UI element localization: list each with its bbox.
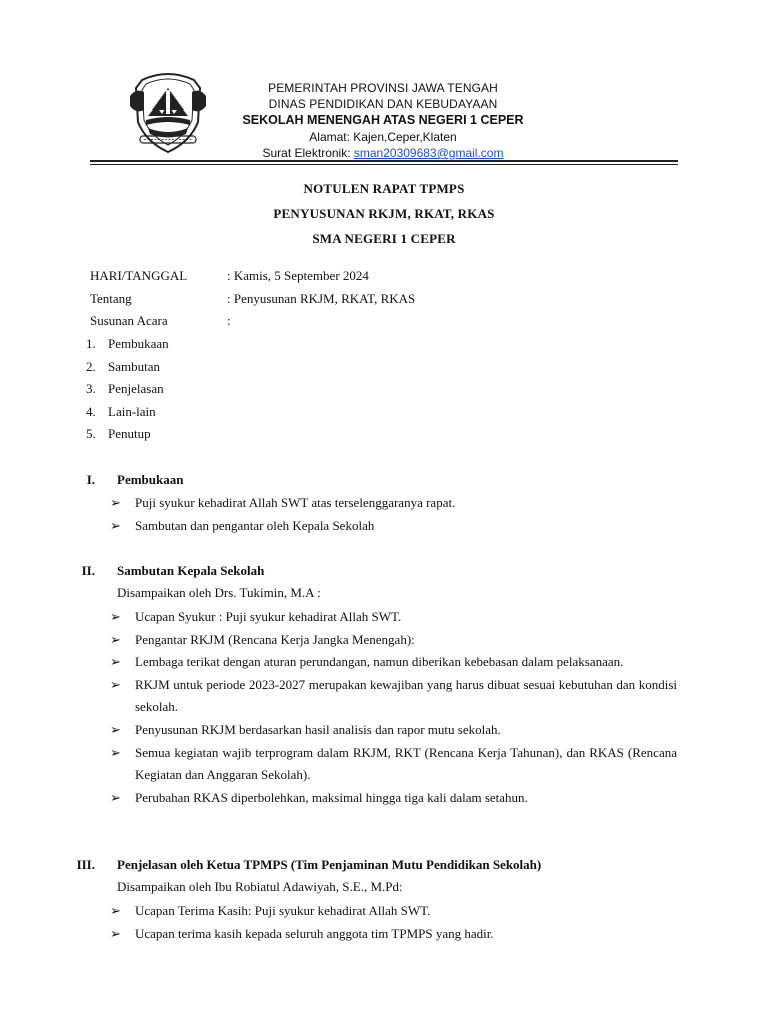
info-row: [90, 266, 415, 289]
section-number: II.: [81, 563, 95, 578]
bullet-text: Puji syukur kehadirat Allah SWT atas terselenggaranya rapat.: [135, 495, 456, 510]
title-line-3: SMA NEGERI 1 CEPER: [312, 231, 456, 246]
bullet-text: Lembaga terikat dengan aturan perundangan, namun diberikan kebebasan dalam pelaksanaan.: [135, 654, 624, 670]
list-number: 1.: [86, 336, 96, 351]
section-intro: Disampaikan oleh Ibu Robiatul Adawiyah, S.E., M.Pd:: [117, 879, 403, 894]
section-heading: [0, 561, 768, 583]
arrow-bullet-icon: ➢: [110, 654, 121, 670]
list-item: [86, 379, 169, 402]
list-number: 4.: [86, 403, 96, 419]
bullet-item: [110, 787, 677, 810]
arrow-bullet-icon: ➢: [110, 789, 121, 805]
email-link[interactable]: sman20309683@gmail.com: [353, 146, 504, 160]
list-text: Penutup: [108, 426, 151, 442]
letterhead-department: DINAS PENDIDIKAN DAN KEBUDAYAAN: [268, 97, 498, 111]
section-intro: Disampaikan oleh Drs. Tukimin, M.A :: [117, 585, 321, 600]
bullet-item: [110, 719, 677, 742]
arrow-bullet-icon: ➢: [110, 676, 121, 692]
bullet-text: Ucapan terima kasih kepada seluruh anggota tim TPMPS yang hadir.: [135, 925, 494, 941]
letterhead-email-label: Surat Elektronik:: [262, 146, 354, 160]
section-number: I.: [86, 472, 95, 487]
arrow-bullet-icon: ➢: [110, 631, 121, 647]
letterhead-divider-thin: [90, 164, 678, 165]
section-title: Penjelasan oleh Ketua TPMPS (Tim Penjaminan Mutu Pendidikan Sekolah): [117, 857, 542, 872]
section-sambutan: [0, 561, 768, 809]
arrow-bullet-icon: ➢: [110, 721, 121, 737]
arrow-bullet-icon: ➢: [110, 495, 121, 510]
arrow-bullet-icon: ➢: [110, 925, 121, 941]
section-title: Pembukaan: [117, 472, 184, 487]
arrow-bullet-icon: ➢: [110, 744, 121, 760]
section-heading: [0, 470, 768, 492]
bullet-item: [110, 515, 677, 538]
bullet-item: [110, 674, 677, 719]
list-item: [86, 357, 169, 380]
bullet-text: RKJM untuk periode 2023-2027 merupakan kewajiban yang harus dibuat sesuai kebutuhan dan kondisi sekolah.: [135, 676, 677, 715]
info-value: : Penyusunan RKJM, RKAT, RKAS: [227, 290, 416, 306]
section-title: Sambutan Kepala Sekolah: [117, 563, 265, 578]
info-row: [90, 289, 415, 312]
info-row: [90, 311, 415, 334]
list-item: [86, 334, 169, 357]
list-text: Lain-lain: [108, 403, 156, 419]
info-label: HARI/TANGGAL: [90, 268, 188, 283]
bullet-item: [110, 742, 677, 787]
bullet-text: Penyusunan RKJM berdasarkan hasil analisis dan rapor mutu sekolah.: [135, 721, 501, 737]
section-pembukaan: [0, 470, 768, 537]
list-number: 5.: [86, 426, 96, 442]
letterhead-divider-thick: [90, 160, 678, 162]
bullet-item: [110, 606, 677, 629]
info-label: Susunan Acara: [90, 313, 168, 328]
list-text: Penjelasan: [108, 381, 164, 397]
bullet-text: Semua kegiatan wajib terprogram dalam RKJM, RKT (Rencana Kerja Tahunan), dan RKAS (Rencana Kegiatan dan Anggaran Sekolah).: [135, 744, 677, 783]
arrow-bullet-icon: ➢: [110, 609, 121, 624]
meeting-info: [90, 266, 415, 334]
letterhead-address: Alamat: Kajen,Ceper,Klaten: [309, 130, 457, 144]
info-label: Tentang: [90, 290, 132, 306]
bullet-item: [110, 492, 677, 515]
bullet-item: [110, 651, 677, 674]
bullet-item: [110, 923, 677, 946]
arrow-bullet-icon: ➢: [110, 517, 121, 533]
letterhead-government: PEMERINTAH PROVINSI JAWA TENGAH: [268, 81, 498, 95]
list-text: Pembukaan: [108, 336, 169, 351]
letterhead-email-line: [238, 145, 528, 161]
info-value: :: [227, 313, 231, 328]
list-item: [86, 424, 169, 447]
bullet-item: [110, 629, 677, 652]
bullet-item: [110, 900, 677, 923]
section-heading: [0, 855, 768, 877]
letterhead: [238, 80, 528, 161]
title-line-1: NOTULEN RAPAT TPMPS: [303, 181, 465, 196]
agenda-list: [86, 334, 169, 447]
list-number: 3.: [86, 381, 96, 397]
title-line-2: PENYUSUNAN RKJM, RKAT, RKAS: [273, 206, 495, 221]
info-value: : Kamis, 5 September 2024: [227, 268, 369, 283]
bullet-text: Ucapan Terima Kasih: Puji syukur kehadirat Allah SWT.: [135, 903, 431, 918]
list-number: 2.: [86, 358, 96, 374]
section-number: III.: [76, 857, 95, 872]
list-text: Sambutan: [108, 358, 160, 374]
section-penjelasan: [0, 855, 768, 945]
bullet-text: Pengantar RKJM (Rencana Kerja Jangka Menengah):: [135, 631, 415, 647]
bullet-text: Perubahan RKAS diperbolehkan, maksimal hingga tiga kali dalam setahun.: [135, 789, 528, 805]
letterhead-school-name: SEKOLAH MENENGAH ATAS NEGERI 1 CEPER: [242, 113, 524, 127]
bullet-text: Ucapan Syukur : Puji syukur kehadirat Allah SWT.: [135, 609, 402, 624]
bullet-text: Sambutan dan pengantar oleh Kepala Sekolah: [135, 517, 375, 533]
list-item: [86, 402, 169, 425]
jawa-tengah-emblem-icon: [128, 70, 208, 156]
document-title: [0, 176, 768, 251]
arrow-bullet-icon: ➢: [110, 903, 121, 918]
